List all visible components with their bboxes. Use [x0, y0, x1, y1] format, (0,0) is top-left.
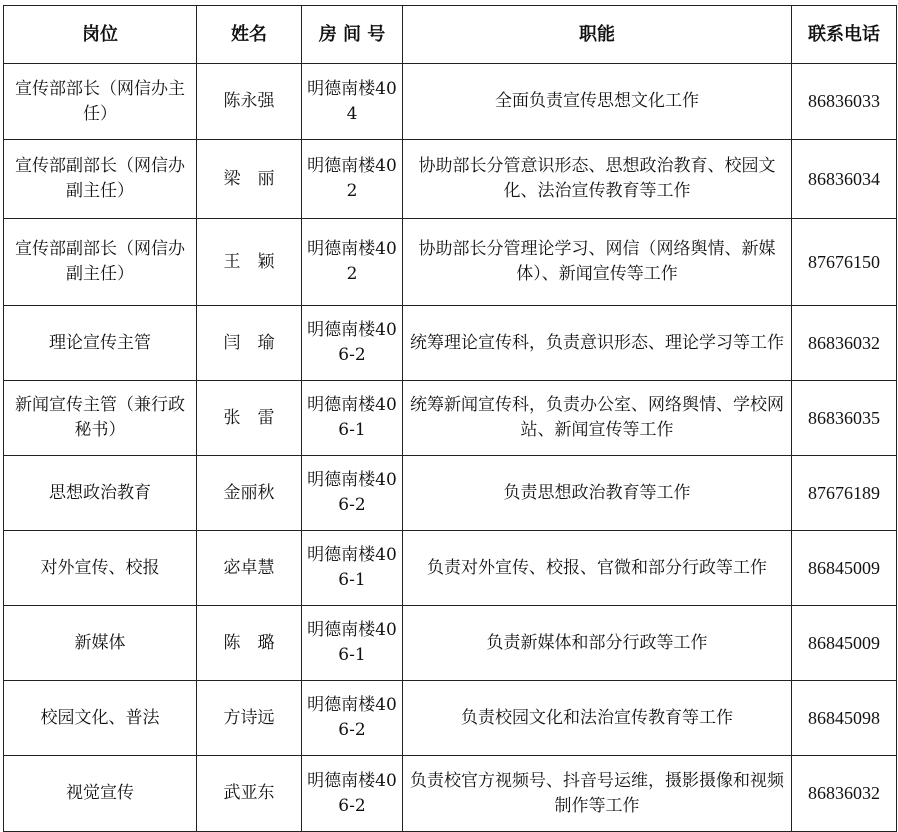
- cell-duty: 统筹理论宣传科，负责意识形态、理论学习等工作: [403, 306, 792, 381]
- cell-phone: 86836034: [792, 140, 897, 219]
- cell-phone: 86836033: [792, 64, 897, 140]
- cell-name: 陈 璐: [197, 606, 302, 681]
- cell-room: 明德南楼406-2: [302, 306, 403, 381]
- table-row: [4, 681, 897, 756]
- cell-position: 理论宣传主管: [4, 306, 197, 381]
- cell-name: 金丽秋: [197, 456, 302, 531]
- cell-duty: 协助部长分管意识形态、思想政治教育、校园文化、法治宣传教育等工作: [403, 140, 792, 219]
- cell-phone: 86836032: [792, 306, 897, 381]
- cell-position: 思想政治教育: [4, 456, 197, 531]
- cell-phone: 86845009: [792, 606, 897, 681]
- cell-room: 明德南楼404: [302, 64, 403, 140]
- staff-directory-table: [3, 5, 897, 832]
- cell-phone: 87676150: [792, 219, 897, 306]
- cell-name: 陈永强: [197, 64, 302, 140]
- cell-duty: 全面负责宣传思想文化工作: [403, 64, 792, 140]
- cell-position: 校园文化、普法: [4, 681, 197, 756]
- cell-room: 明德南楼406-2: [302, 681, 403, 756]
- cell-duty: 负责校园文化和法治宣传教育等工作: [403, 681, 792, 756]
- header-room: 房 间 号: [302, 6, 403, 64]
- cell-phone: 86845098: [792, 681, 897, 756]
- table-row: [4, 756, 897, 832]
- cell-phone: 87676189: [792, 456, 897, 531]
- table-row: [4, 64, 897, 140]
- cell-name: 方诗远: [197, 681, 302, 756]
- cell-duty: 协助部长分管理论学习、网信（网络舆情、新媒体）、新闻宣传等工作: [403, 219, 792, 306]
- header-name: 姓名: [197, 6, 302, 64]
- cell-name: 梁 丽: [197, 140, 302, 219]
- header-duty: 职能: [403, 6, 792, 64]
- cell-position: 宣传部部长（网信办主任）: [4, 64, 197, 140]
- table-row: [4, 381, 897, 456]
- table-row: [4, 306, 897, 381]
- cell-duty: 统筹新闻宣传科，负责办公室、网络舆情、学校网站、新闻宣传等工作: [403, 381, 792, 456]
- cell-phone: 86836032: [792, 756, 897, 832]
- cell-duty: 负责思想政治教育等工作: [403, 456, 792, 531]
- cell-duty: 负责新媒体和部分行政等工作: [403, 606, 792, 681]
- cell-position: 视觉宣传: [4, 756, 197, 832]
- table-row: [4, 219, 897, 306]
- cell-room: 明德南楼406-1: [302, 531, 403, 606]
- header-phone: 联系电话: [792, 6, 897, 64]
- cell-room: 明德南楼406-1: [302, 606, 403, 681]
- cell-position: 宣传部副部长（网信办副主任）: [4, 219, 197, 306]
- table-row: [4, 140, 897, 219]
- cell-phone: 86845009: [792, 531, 897, 606]
- table-row: [4, 456, 897, 531]
- cell-position: 新媒体: [4, 606, 197, 681]
- cell-duty: 负责对外宣传、校报、官微和部分行政等工作: [403, 531, 792, 606]
- cell-room: 明德南楼406-1: [302, 381, 403, 456]
- cell-room: 明德南楼406-2: [302, 756, 403, 832]
- table-header-row: [4, 6, 897, 64]
- cell-name: 宓卓慧: [197, 531, 302, 606]
- cell-duty: 负责校官方视频号、抖音号运维，摄影摄像和视频制作等工作: [403, 756, 792, 832]
- table-row: [4, 606, 897, 681]
- cell-position: 宣传部副部长（网信办副主任）: [4, 140, 197, 219]
- header-position: 岗位: [4, 6, 197, 64]
- cell-position: 对外宣传、校报: [4, 531, 197, 606]
- cell-position: 新闻宣传主管（兼行政秘书）: [4, 381, 197, 456]
- cell-name: 闫 瑜: [197, 306, 302, 381]
- cell-room: 明德南楼402: [302, 219, 403, 306]
- cell-room: 明德南楼402: [302, 140, 403, 219]
- table-row: [4, 531, 897, 606]
- cell-name: 武亚东: [197, 756, 302, 832]
- cell-room: 明德南楼406-2: [302, 456, 403, 531]
- cell-name: 王 颖: [197, 219, 302, 306]
- cell-name: 张 雷: [197, 381, 302, 456]
- cell-phone: 86836035: [792, 381, 897, 456]
